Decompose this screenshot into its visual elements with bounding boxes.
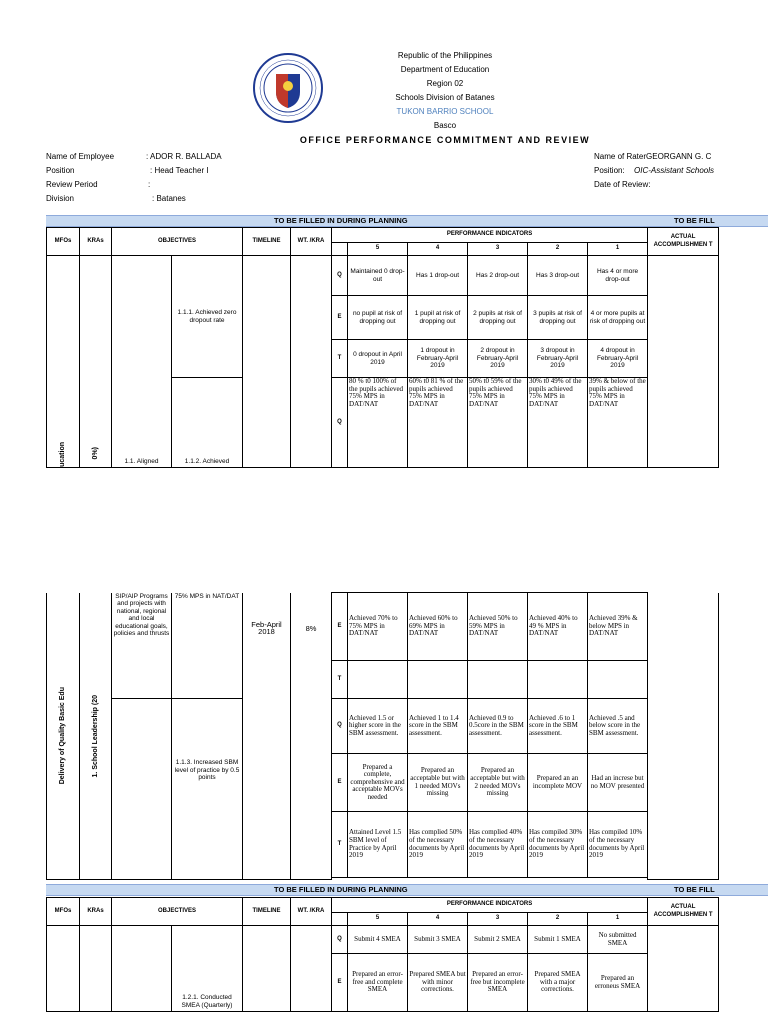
row-code: T [332,661,348,699]
indicator-cell: Achieved .5 and below score in the SBM assessment. [588,699,648,754]
objective-1-1-continued: SIP/AIP Programs and projects with national, regional and local educational goals, policies and thrusts [112,593,172,699]
indicator-cell: 4 dropout in February-April 2019 [588,340,648,378]
kra-label: 1. School Leadership (20 [91,694,99,777]
rating-band-label: TO BE FILL [674,216,715,225]
row-code: T [332,340,348,378]
row-code: T [332,812,348,878]
republic-line: Republic of the Philippines [397,51,493,60]
timeline-value: Feb-April 2018 [243,593,291,880]
page-break-gap [0,468,768,592]
indicator-cell: no pupil at risk of dropping out [348,296,408,340]
col-actual: ACTUAL ACCOMPLISHMEN T [648,228,719,256]
review-period-label: Review Period [46,180,98,189]
indicator-cell: Achieved 1 to 1.4 score in the SBM assessment. [408,699,468,754]
indicator-cell: Achieved 60% to 69% MPS in DAT/NAT [408,593,468,661]
col-indicators: PERFORMANCE INDICATORS [332,898,648,913]
mfo-label: Delivery of Quality Basic Edu [59,687,67,785]
row-code: Q [332,256,348,296]
objective-1-1-2: 1.1.2. Achieved [172,378,243,468]
division-value: : Batanes [152,194,186,203]
indicator-cell: Prepared SMEA but with minor corrections. [408,954,468,1012]
col-timeline: TIMELINE [243,228,291,256]
indicator-cell: Has 1 drop-out [408,256,468,296]
position-value: : Head Teacher I [150,166,209,175]
indicator-cell: Prepared an error-free and complete SMEA [348,954,408,1012]
indicator-cell: Submit 2 SMEA [468,926,528,954]
deped-seal [252,52,324,124]
school-name: TUKON BARRIO SCHOOL [396,107,494,116]
score-3: 3 [468,243,528,256]
indicator-cell: Achieved 40% to 49 % MPS in DAT/NAT [528,593,588,661]
mfo-cell [47,256,80,468]
indicator-cell: 80 % t0 100% of the pupils achieved 75% MPS in DAT/NAT [348,378,408,468]
indicator-cell: 2 pupils at risk of dropping out [468,296,528,340]
indicator-cell: Has 4 or more drop-out [588,256,648,296]
indicator-cell: Achieved 1.5 or higher score in the SBM assessment. [348,699,408,754]
indicator-cell: Prepared SMEA with a major corrections. [528,954,588,1012]
row-code: E [332,754,348,812]
col-timeline: TIMELINE [243,898,291,926]
row-code: Q [332,699,348,754]
rater-position-label: Position: [594,166,625,175]
indicator-cell: Has complied 40% of the necessary documents by April 2019 [468,812,528,878]
indicator-cell: Achieved 39% & below MPS in DAT/NAT [588,593,648,661]
score-4: 4 [408,243,468,256]
col-objectives: OBJECTIVES [112,898,243,926]
objective-1-1-2-continued: 75% MPS in NAT/DAT [172,593,243,699]
indicator-cell: 2 dropout in February-April 2019 [468,340,528,378]
indicator-cell: Has compiled 30% of the necessary documents by April 2019 [528,812,588,878]
indicator-cell: Achieved 0.9 to 0.5core in the SBM assessment. [468,699,528,754]
score-1: 1 [588,913,648,926]
kra-cell [80,256,112,468]
score-2: 2 [528,243,588,256]
indicator-cell: Prepared a complete, comprehensive and acceptable MOVs needed [348,754,408,812]
score-4: 4 [408,913,468,926]
indicator-cell: Has 3 drop-out [528,256,588,296]
name-label: Name of Employee [46,152,115,161]
rater-name-value: GEORGANN G. C [646,152,712,161]
review-period-value: : [148,180,151,189]
indicator-cell: 3 pupils at risk of dropping out [528,296,588,340]
indicator-cell: Prepared an an incomplete MOV [528,754,588,812]
indicator-cell: Prepared an acceptable but with 2 needed MOVs missing [468,754,528,812]
indicator-cell: 0 dropout in April 2019 [348,340,408,378]
row-code: E [332,296,348,340]
indicator-cell: Had an increse but no MOV presented [588,754,648,812]
indicator-cell: Attained Level 1.5 SBM level of Practice by April 2019 [348,812,408,878]
indicator-cell: Submit 1 SMEA [528,926,588,954]
row-code: E [332,593,348,661]
col-kras: KRAs [80,228,112,256]
score-1: 1 [588,243,648,256]
planning-band-2 [46,884,768,896]
row-code: E [332,954,348,1012]
col-indicators: PERFORMANCE INDICATORS [332,228,648,243]
indicator-cell: Submit 4 SMEA [348,926,408,954]
planning-band [46,215,768,227]
objective-1-2-1: 1.2.1. Conducted SMEA (Quarterly) [172,926,243,1012]
rating-band-label: TO BE FILL [674,885,715,894]
rater-name-label: Name of RaterGEORGANN G. C [594,152,712,161]
col-mfos: MFOs [47,898,80,926]
objective-1-1-3: 1.1.3. Increased SBM level of practice by 0.5 points [172,699,243,880]
row-code: Q [332,378,348,468]
planning-band-label: TO BE FILLED IN DURING PLANNING [274,885,408,894]
indicator-cell: Achieved .6 to 1 score in the SBM assessment. [528,699,588,754]
score-5: 5 [348,913,408,926]
division-office-line: Schools Division of Batanes [395,93,495,102]
performance-table-2 [46,592,719,880]
indicator-cell: No submitted SMEA [588,926,648,954]
indicator-cell: 4 or more pupils at risk of dropping out [588,296,648,340]
col-actual: ACTUAL ACCOMPLISHMEN T [648,898,719,926]
score-3: 3 [468,913,528,926]
indicator-cell: Prepared an erroneus SMEA [588,954,648,1012]
indicator-cell: 30% t0 49% of the pupils achieved 75% MPS in DAT/NAT [528,378,588,468]
page-title: OFFICE PERFORMANCE COMMITMENT AND REVIEW [299,135,591,145]
indicator-cell: Maintained 0 drop-out [348,256,408,296]
position-label: Position [46,166,75,175]
indicator-cell: 50% t0 59% of the pupils achieved 75% MPS in DAT/NAT [468,378,528,468]
actual-accomplishment-cell [648,256,719,468]
date-of-review-label: Date of Review: [594,180,651,189]
indicator-cell: Has 2 drop-out [468,256,528,296]
performance-table-3 [46,897,719,1012]
col-weight: WT. /KRA [291,228,332,256]
town-line: Basco [433,121,457,130]
indicator-cell: Has complied 50% of the necessary documents by April 2019 [408,812,468,878]
objective-1-1-1: 1.1.1. Achieved zero dropout rate [172,256,243,378]
col-kras: KRAs [80,898,112,926]
row-code: Q [332,926,348,954]
kra-cell [80,593,112,880]
indicator-cell: Submit 3 SMEA [408,926,468,954]
region-line: Region 02 [426,79,464,88]
name-value: : ADOR R. BALLADA [146,152,222,161]
indicator-cell: Prepared an error-free but incomplete SMEA [468,954,528,1012]
col-mfos: MFOs [47,228,80,256]
department-line: Department of Education [400,65,490,74]
indicator-cell: 1 pupil at risk of dropping out [408,296,468,340]
weight-value: 8% [291,593,332,880]
col-weight: WT. /KRA [291,898,332,926]
rater-position-value: OIC-Assistant Schools [634,166,715,175]
col-objectives: OBJECTIVES [112,228,243,256]
kra-fragment: 0%) [91,446,99,459]
indicator-cell: Achieved 70% to 75% MPS in DAT/NAT [348,593,408,661]
score-5: 5 [348,243,408,256]
indicator-cell: 3 dropout in February-April 2019 [528,340,588,378]
indicator-cell: 39% & below of the pupils achieved 75% MPS in DAT/NAT [588,378,648,468]
indicator-cell: Achieved 50% to 59% MPS in DAT/NAT [468,593,528,661]
mfo-fragment: ucation [59,442,67,467]
indicator-cell: Prepared an acceptable but with 1 needed MOVs missing [408,754,468,812]
planning-band-label: TO BE FILLED IN DURING PLANNING [274,216,408,225]
actual-accomplishment-cell [648,926,719,1012]
indicator-cell: Has compiled 10% of the necessary documents by April 2019 [588,812,648,878]
objective-1-1: 1.1. Aligned [112,256,172,468]
mfo-cell [47,593,80,880]
score-2: 2 [528,913,588,926]
indicator-cell: 60% t0 81 % of the pupils achieved 75% MPS in DAT/NAT [408,378,468,468]
performance-table-1 [46,227,719,468]
actual-accomplishment-cell [648,593,719,880]
division-label: Division [46,194,75,203]
indicator-cell: 1 dropout in February-April 2019 [408,340,468,378]
